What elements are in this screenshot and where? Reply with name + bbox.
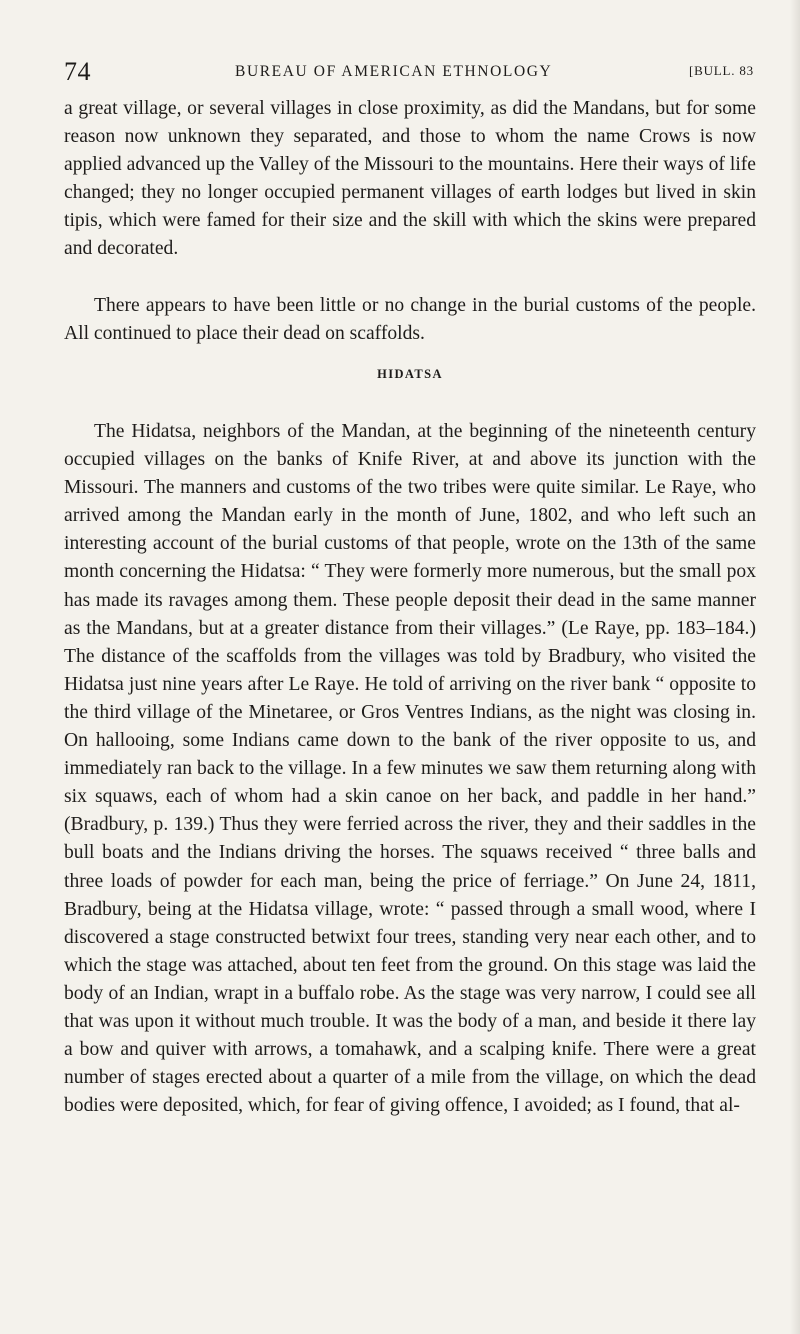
page-edge-shadow xyxy=(790,0,800,1334)
bulletin-reference: [BULL. 83 xyxy=(689,63,754,78)
paragraph-hidatsa: The Hidatsa, neighbors of the Mandan, at the beginning of the nineteenth century occupied villages on the banks of Knife River, at and above its junction with the Missouri. The manners and customs of the two tribes were quite similar. Le Raye, who arrived among the Mandan early in the month of June, 1802, and who left such an interesting account of the burial customs of that people, wrote on the 13th of the same month concerning the Hidatsa: “ They were formerly more numerous, but the small pox has made its ravages among them. These people deposit their dead in the same manner as the Mandans, but at a greater distance from their villages.” (Le Raye, pp. 183–184.) The distance of the scaffolds from the villages was told by Bradbury, who visited the Hidatsa just nine years after Le Raye. He told of arriving on the river bank “ opposite to the third village of the Minetaree, or Gros Ventres Indians, as the night was closing in. On hallooing, some Indians came down to the bank of the river opposite to us, and immediately ran back to the village. In a few minutes we saw them returning along with six squaws, each of whom had a skin canoe on her back, and paddle in her hand.” (Bradbury, p. 139.) Thus they were ferried across the river, they and their saddles in the bull boats and the Indians driving the horses. The squaws received “ three balls and three loads of powder for each man, being the price of ferriage.” On June 24, 1811, Bradbury, being at the Hidatsa village, wrote: “ passed through a small wood, where I discovered a stage constructed betwixt four trees, standing very near each other, and to which the stage was attached, about ten feet from the ground. On this stage was laid the body of an Indian, wrapt in a buffalo robe. As the stage was very narrow, I could see all that was upon it without much trouble. It was the body of a man, and beside it there lay a bow and quiver with arrows, a tomahawk, and a scalping knife. There were a great number of stages erected about a quarter of a mile from the village, on which the dead bodies were deposited, which, for fear of giving offence, I avoided; as I found, that al- xyxy=(64,421,756,1117)
journal-title: BUREAU OF AMERICAN ETHNOLOGY xyxy=(235,63,553,80)
page-number: 74 xyxy=(64,57,91,86)
paragraph-burial-customs: There appears to have been little or no change in the burial customs of the people. All continued to place their dead on scaffolds. xyxy=(64,295,756,345)
section-heading-hidatsa: HIDATSA xyxy=(377,367,443,381)
running-head xyxy=(64,55,754,89)
paragraph-continued: a great village, or several villages in close proximity, as did the Mandans, but for some reason now unknown they separated, and those to whom the name Crows is now applied advanced up the Valley of the Missouri to the mountains. Here their ways of life changed; they no longer occupied permanent villages of earth lodges but lived in skin tipis, which were famed for their size and the skill with which the skins were prepared and decorated. xyxy=(64,98,756,260)
